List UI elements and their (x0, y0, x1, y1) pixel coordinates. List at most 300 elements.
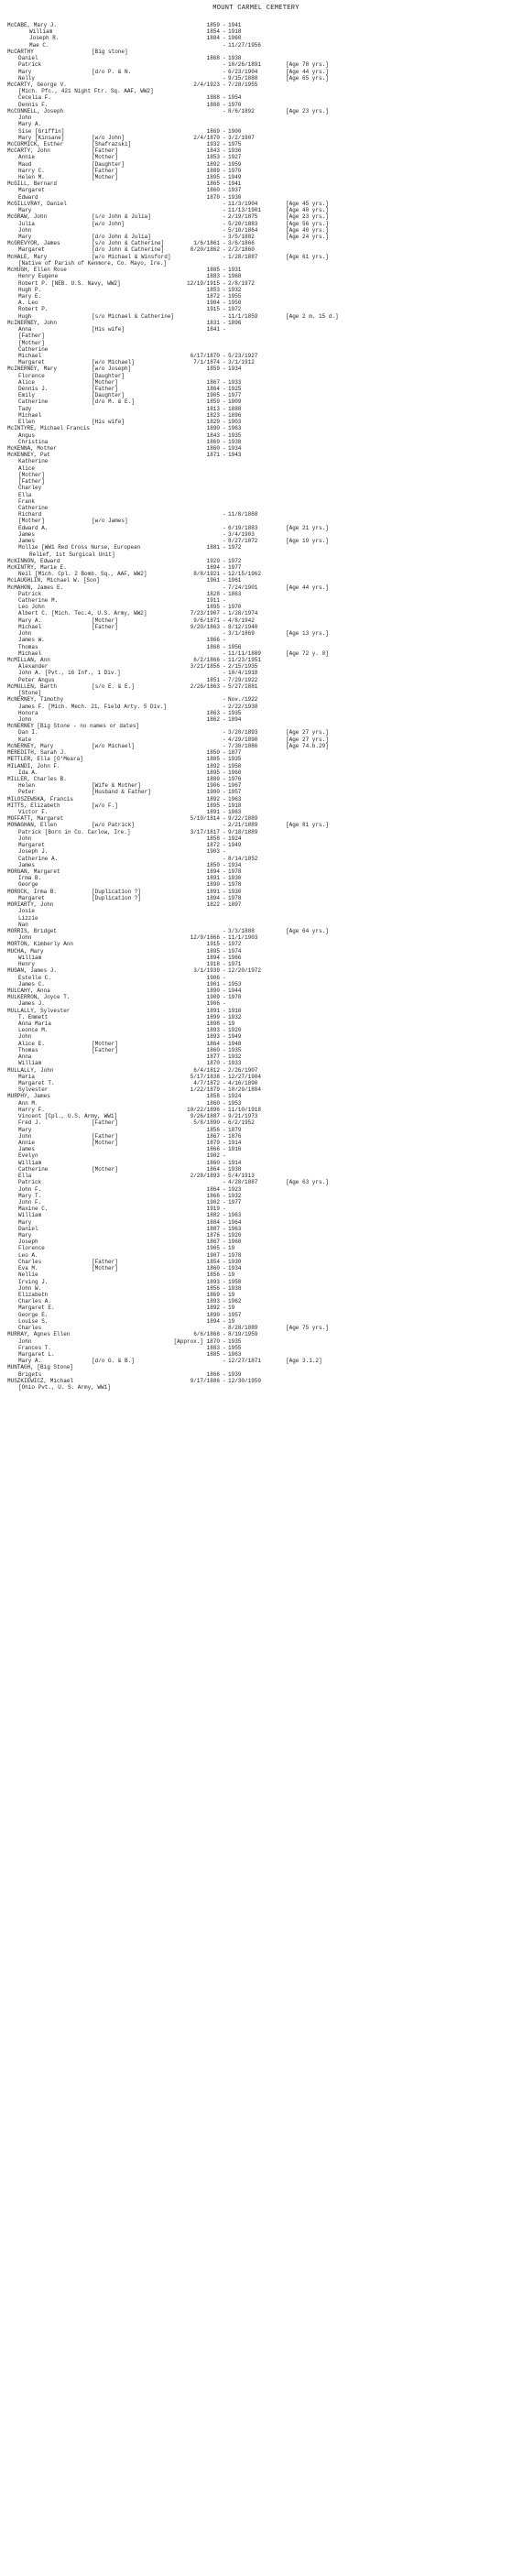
person-name: Alice (18, 464, 36, 472)
death-date: 1963 (228, 795, 242, 802)
date-separator: - (223, 756, 226, 763)
age-at-death: [Age 78 yrs.] (286, 61, 329, 69)
death-date: 1966 (228, 954, 242, 961)
birth-date: 1895 (206, 604, 220, 611)
birth-date: 1822 (206, 901, 220, 909)
burial-record-row (0, 213, 512, 220)
person-name: Ella (18, 491, 32, 498)
burial-record-row (0, 55, 512, 61)
burial-record-row (0, 690, 512, 696)
burial-record-row (0, 716, 512, 723)
birth-date: 1907 (206, 1251, 220, 1259)
date-separator: - (223, 134, 226, 141)
birth-date: 1915 (206, 941, 220, 948)
person-name: Charles A. (18, 1298, 52, 1305)
date-separator: - (223, 1317, 226, 1325)
person-name: Thomas (18, 643, 38, 650)
person-name: Dennis J. (18, 386, 49, 393)
relationship-note: [Daughter] (92, 372, 125, 379)
burial-record-row (0, 591, 512, 597)
birth-date: 1894 (206, 868, 220, 875)
person-name: William (18, 954, 42, 961)
relationship-note: [Mother] (92, 174, 118, 181)
burial-record-row (0, 88, 512, 94)
burial-record-row (0, 1298, 512, 1304)
burial-record-row (0, 531, 512, 538)
person-name: McKINNON, Edward (7, 557, 60, 564)
date-separator: - (223, 419, 226, 426)
death-date: 1963 (228, 1212, 242, 1219)
death-date: 1935 (228, 1337, 242, 1345)
death-date: 4/28/1887 (228, 1179, 258, 1186)
age-at-death: [Age 72 y. 8] (286, 649, 329, 657)
relationship-note: [s/o John & Catherine] (92, 240, 165, 247)
death-date: 1930 (228, 888, 242, 895)
burial-record-row (0, 696, 512, 703)
burial-record-row (0, 756, 512, 762)
death-date: 7/30/1886 (228, 742, 258, 749)
person-name: McMULLEN, Barth (7, 682, 58, 690)
date-separator: - (223, 888, 226, 895)
burial-record-row (0, 948, 512, 955)
person-name: METTLER, Ella [O'Meara] (7, 756, 83, 763)
birth-date: 7/1/1874 (193, 359, 220, 366)
death-date: 1972 (228, 557, 242, 564)
burial-record-row (0, 677, 512, 683)
person-name: Catherine (18, 398, 49, 406)
burial-record-row (0, 584, 512, 591)
birth-date: 2/26/1863 (190, 682, 220, 690)
person-name: Patrick (18, 1179, 42, 1186)
person-name: Louise S. (18, 1317, 49, 1325)
date-separator: - (223, 207, 226, 214)
date-separator: - (223, 1245, 226, 1252)
death-date: 1949 (228, 842, 242, 849)
person-name: George (18, 881, 38, 889)
burial-record-row (0, 1160, 512, 1166)
burial-record-row (0, 472, 512, 478)
date-separator: - (223, 670, 226, 677)
person-name: Honora (18, 709, 38, 716)
age-at-death: [Age 27 yrs.] (286, 729, 329, 737)
death-date: 1970 (228, 101, 242, 108)
death-date: 12/30/1959 (228, 1377, 262, 1384)
date-separator: - (223, 425, 226, 432)
birth-date: 1889 (206, 167, 220, 174)
burial-record-row (0, 1047, 512, 1053)
birth-date: 1856 (206, 1126, 220, 1133)
death-date: 1876 (228, 1132, 242, 1140)
death-date: 19 (228, 1021, 235, 1028)
person-name: McKINTRY, Marie E. (7, 563, 67, 571)
date-separator: - (223, 1040, 226, 1047)
birth-date: 1872 (206, 842, 220, 849)
person-name: McLAUGHLIN, Michael W. [Son] (7, 577, 100, 584)
person-name: Mollie [WW1 Red Cross Nurse, European (18, 544, 141, 551)
burial-record-row (0, 293, 512, 300)
person-name: Catherine (18, 345, 49, 353)
burial-record-row (0, 1027, 512, 1033)
person-name: MILLER, Charles B. (7, 775, 67, 782)
person-name: Mary A. (18, 1358, 42, 1365)
date-separator: - (223, 649, 226, 657)
burial-record-row (0, 961, 512, 967)
birth-date: 1888 (206, 101, 220, 108)
death-date: 1896 (228, 319, 242, 326)
death-date: 1956 (228, 643, 242, 650)
person-name: McCARTY, John (7, 147, 50, 155)
birth-date: [Approx.] 1870 (173, 1337, 220, 1345)
death-date: 2/21/1889 (228, 822, 258, 829)
death-date: 8/12/1940 (228, 623, 258, 630)
person-name: Ida A. (18, 769, 38, 776)
person-name: Evelyn (18, 1152, 38, 1160)
date-separator: - (223, 452, 226, 459)
birth-date: 12/9/1866 (190, 934, 220, 942)
burial-record-row (0, 1014, 512, 1021)
date-separator: - (223, 300, 226, 307)
person-name: Nellie (18, 1272, 38, 1279)
death-date: 12/20/1972 (228, 967, 262, 975)
age-at-death: [Age 56 yrs.] (286, 220, 329, 227)
person-name: Lizzie (18, 914, 38, 922)
person-name: MORTON, Kimberly Ann (7, 941, 74, 948)
burial-record-row (0, 115, 512, 121)
birth-date: 1902 (206, 1198, 220, 1206)
death-date: 1963 (228, 1225, 242, 1232)
burial-record-row (0, 1245, 512, 1251)
person-name: William (18, 1060, 42, 1067)
person-name: Margaret (18, 842, 45, 849)
date-separator: - (223, 637, 226, 644)
burial-record-row (0, 743, 512, 749)
birth-date: 1866 (206, 637, 220, 644)
death-date: 8/19/1959 (228, 1331, 258, 1338)
burial-record-row (0, 809, 512, 815)
death-date: 1977 (228, 563, 242, 571)
death-date: 1976 (228, 775, 242, 782)
birth-date: 1906 (206, 1000, 220, 1008)
birth-date: 1893 (206, 1033, 220, 1041)
birth-date: 7/23/1907 (190, 610, 220, 617)
date-separator: - (223, 967, 226, 975)
person-name: Albert C. [Mich. Tec.4, U.S. Army, WW2] (18, 610, 147, 617)
burial-record-row (0, 42, 512, 49)
death-date: 1957 (228, 789, 242, 796)
relationship-note: [s/o Michael & Catherine] (92, 312, 175, 320)
person-name: Estelle C. (18, 974, 52, 981)
date-separator: - (223, 180, 226, 188)
burial-record-row (0, 1179, 512, 1185)
birth-date: 1867 (206, 1239, 220, 1246)
birth-date: 1894 (206, 1317, 220, 1325)
birth-date: 1929 (206, 557, 220, 564)
birth-date: 1831 (206, 319, 220, 326)
person-name: MOROCK, Irma B. (7, 888, 58, 895)
burial-record-row (0, 154, 512, 160)
birth-date: 1884 (206, 1218, 220, 1226)
birth-date: 1894 (206, 894, 220, 901)
date-separator: - (223, 147, 226, 155)
birth-date: 1850 (206, 749, 220, 757)
burial-record-row (0, 1279, 512, 1285)
burial-record-row (0, 320, 512, 326)
date-separator: - (223, 1060, 226, 1067)
death-date: 1964 (228, 1218, 242, 1226)
person-name: James J. (18, 1000, 45, 1008)
birth-date: 1864 (206, 1040, 220, 1047)
person-name: [Stone] (18, 690, 42, 697)
burial-record-row (0, 815, 512, 822)
person-name: McGRAW, John (7, 213, 48, 221)
birth-date: 1893 (206, 1027, 220, 1034)
birth-date: 1859 (206, 366, 220, 373)
relationship-note: [d/o P. & N. (92, 68, 132, 75)
date-separator: - (223, 524, 226, 531)
date-separator: - (223, 1344, 226, 1351)
date-separator: - (223, 398, 226, 406)
burial-record-row (0, 1325, 512, 1331)
date-separator: - (223, 822, 226, 829)
person-name: Alice (18, 378, 36, 386)
birth-date: 3/17/1817 (190, 828, 220, 835)
relationship-note: [w/o John] (92, 134, 125, 141)
relationship-note: [His wife] (92, 326, 125, 333)
burial-record-row (0, 657, 512, 663)
burial-record-row (0, 28, 512, 35)
date-separator: - (223, 775, 226, 782)
date-separator: - (223, 68, 226, 75)
person-name: Cecelia F. (18, 94, 52, 102)
date-separator: - (223, 366, 226, 373)
burial-record-row (0, 359, 512, 366)
burial-record-row (0, 1080, 512, 1086)
date-separator: - (223, 1046, 226, 1053)
birth-date: 1890 (206, 1311, 220, 1318)
person-name: [Father] (18, 333, 45, 340)
death-date: 1920 (228, 1027, 242, 1034)
death-date: 1967 (228, 782, 242, 790)
birth-date: 1860 (206, 1265, 220, 1272)
person-name: Maxine C. (18, 1206, 49, 1213)
burial-record-row (0, 82, 512, 88)
person-name: Irving J. (18, 1278, 49, 1285)
death-date: 1950 (228, 300, 242, 307)
date-separator: - (223, 544, 226, 551)
burial-record-row (0, 1384, 512, 1391)
death-date: 1977 (228, 1198, 242, 1206)
date-separator: - (223, 1212, 226, 1219)
death-date: 1959 (228, 160, 242, 168)
relationship-note: [Father] (92, 147, 118, 155)
burial-record-row (0, 511, 512, 518)
birth-date: 1884 (206, 35, 220, 42)
date-separator: - (223, 1192, 226, 1199)
date-separator: - (223, 947, 226, 955)
burial-record-row (0, 544, 512, 551)
birth-date: 1862 (206, 715, 220, 723)
burial-record-row (0, 538, 512, 544)
person-name: McMILLAN, Ann (7, 657, 50, 663)
birth-date: 1891 (206, 809, 220, 816)
date-separator: - (223, 980, 226, 988)
birth-date: 1860 (206, 445, 220, 452)
burial-record-row (0, 901, 512, 908)
person-name: MEREDITH, Sarah J. (7, 749, 67, 757)
burial-record-row (0, 915, 512, 922)
person-name: MULLALLY, John (7, 1066, 54, 1074)
date-separator: - (223, 1159, 226, 1166)
age-at-death: [Age 65 yrs.] (286, 74, 329, 82)
birth-date: 1881 (206, 544, 220, 551)
burial-record-row (0, 564, 512, 571)
death-date: 11/1/1903 (228, 934, 258, 942)
date-separator: - (223, 286, 226, 293)
relationship-note: [Mother] (92, 1165, 118, 1173)
death-date: 10/29/1884 (228, 1086, 262, 1094)
burial-record-row (0, 379, 512, 386)
date-separator: - (223, 438, 226, 445)
burial-record-row (0, 967, 512, 974)
burial-record-row (0, 187, 512, 193)
person-name: Michael (18, 352, 42, 359)
birth-date: 1932 (206, 140, 220, 147)
birth-date: 3/1/1939 (193, 967, 220, 975)
burial-record-row (0, 737, 512, 743)
death-date: 1930 (228, 193, 242, 201)
burial-record-row (0, 273, 512, 279)
birth-date: 1856 (206, 1284, 220, 1292)
burial-record-row (0, 326, 512, 333)
person-name: Hugh P. (18, 286, 42, 293)
death-date: 1932 (228, 286, 242, 293)
relationship-note: [Father] (92, 1046, 118, 1053)
death-date: 1925 (228, 386, 242, 393)
burial-record-row (0, 525, 512, 531)
birth-date: 1898 (206, 1021, 220, 1028)
death-date: 8/28/1889 (228, 1325, 258, 1332)
death-date: 1863 (228, 590, 242, 597)
death-date: 1970 (228, 994, 242, 1001)
burial-record-row (0, 128, 512, 135)
death-date: 1971 (228, 961, 242, 968)
date-separator: - (223, 736, 226, 743)
burial-record-row (0, 829, 512, 835)
date-separator: - (223, 941, 226, 948)
person-name: Edward A. (18, 524, 49, 531)
burial-record-row (0, 419, 512, 425)
date-separator: - (223, 835, 226, 842)
person-name: McINERNEY, John (7, 319, 58, 326)
birth-date: 2/28/1893 (190, 1173, 220, 1180)
birth-date: 8/8/1921 (193, 571, 220, 578)
burial-record-row (0, 432, 512, 439)
date-separator: - (223, 848, 226, 856)
birth-date: 1860 (206, 1099, 220, 1107)
person-name: Sylvester (18, 1086, 49, 1094)
burial-record-row (0, 201, 512, 207)
person-name: Anna (18, 326, 32, 333)
burial-record-row (0, 994, 512, 1000)
death-date: 1978 (228, 868, 242, 875)
burial-record-row (0, 121, 512, 127)
person-name: Leo John (18, 604, 45, 611)
person-name: Margaret (18, 894, 45, 901)
date-separator: - (223, 782, 226, 790)
death-date: 1949 (228, 1033, 242, 1041)
birth-date: 6/6/1868 (193, 1331, 220, 1338)
burial-record-row (0, 1053, 512, 1060)
burial-record-row (0, 1060, 512, 1066)
relationship-note: [d/o John & Julia] (92, 234, 151, 240)
birth-date: 1885 (206, 267, 220, 274)
person-name: MORGAN, Margaret (7, 868, 60, 875)
birth-date: 5/10/1814 (190, 815, 220, 823)
birth-date: 1905 (206, 1245, 220, 1252)
burial-record-row (0, 287, 512, 293)
death-date: 1935 (228, 431, 242, 439)
death-date: 1970 (228, 167, 242, 174)
burial-record-row (0, 108, 512, 115)
death-date: 3/2/1907 (228, 134, 255, 141)
person-name: Michael (18, 411, 42, 419)
birth-date: 1850 (206, 861, 220, 868)
person-name: Anna (18, 1053, 32, 1061)
death-date: 1879 (228, 1126, 242, 1133)
death-date: 1938 (228, 438, 242, 445)
burial-record-row (0, 1312, 512, 1318)
birth-date: 1906 (206, 782, 220, 790)
person-name: [Mich. Pfc., 421 Night Ftr. Sq. AAF, WW2] (18, 88, 154, 95)
date-separator: - (223, 1119, 226, 1127)
death-date: 1918 (228, 802, 242, 809)
date-separator: - (223, 530, 226, 538)
age-at-death: [Age 3.1.2] (286, 1358, 322, 1365)
date-separator: - (223, 1099, 226, 1107)
death-date: 2/2/1860 (228, 246, 255, 254)
date-separator: - (223, 273, 226, 280)
date-separator: - (223, 1350, 226, 1358)
death-date: 1932 (228, 1053, 242, 1061)
person-name: Catherine (18, 1165, 49, 1173)
death-date: 2/19/1875 (228, 213, 258, 221)
birth-date: 12/19/1915 (186, 279, 220, 287)
date-separator: - (223, 563, 226, 571)
date-separator: - (223, 1206, 226, 1213)
person-name: Henry (18, 961, 36, 968)
date-separator: - (223, 643, 226, 650)
birth-date: 1892 (206, 1304, 220, 1312)
death-date: 9/15/1888 (228, 74, 258, 82)
person-name: Ellen (18, 419, 36, 426)
birth-date: 1843 (206, 431, 220, 439)
person-name: Mary (18, 68, 32, 75)
relationship-note: [d/o G. & B.] (92, 1358, 135, 1365)
date-separator: - (223, 842, 226, 849)
birth-date: 1872 (206, 292, 220, 300)
date-separator: - (223, 1251, 226, 1259)
burial-record-row (0, 981, 512, 988)
burial-record-row (0, 452, 512, 458)
person-name: Patrick [Born in Co. Carlow, Ire.] (18, 828, 131, 835)
death-date: 6/2/1952 (228, 1119, 255, 1127)
burial-record-row (0, 551, 512, 558)
date-separator: - (223, 1139, 226, 1146)
burial-record-row (0, 763, 512, 770)
death-date: Nov./1922 (228, 696, 258, 704)
burial-record-row (0, 35, 512, 41)
birth-date: 1891 (206, 888, 220, 895)
